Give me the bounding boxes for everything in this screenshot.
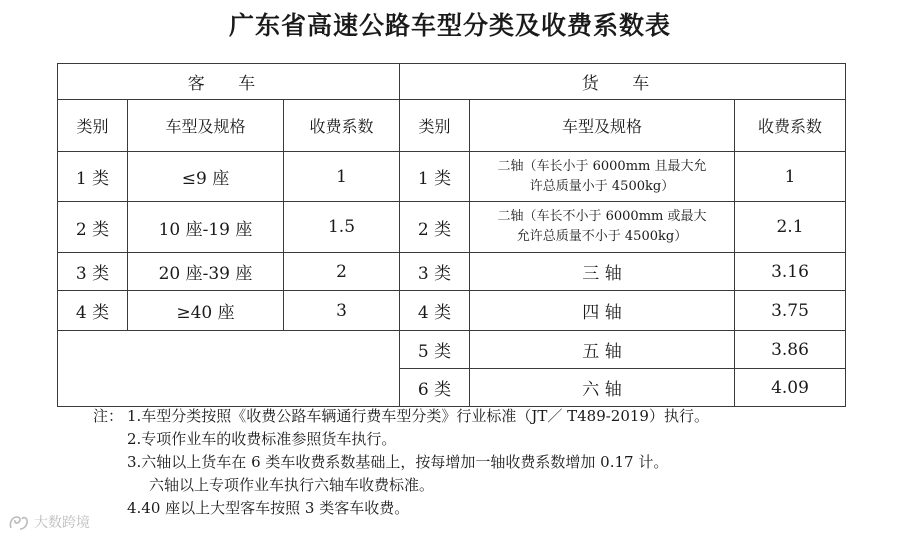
truck-class-cell: 5 类 bbox=[400, 331, 470, 369]
passenger-coef-cell: 1 bbox=[284, 152, 400, 202]
note-item: 3.六轴以上货车在 6 类车收费系数基础上，按每增加一轴收费系数增加 0.17 计。 bbox=[127, 453, 669, 471]
table-row bbox=[58, 291, 846, 331]
truck-model-cell: 五 轴 bbox=[470, 331, 735, 369]
passenger-class-cell: 2 类 bbox=[58, 202, 128, 253]
table-row bbox=[58, 202, 846, 253]
truck-model-line: 允许总质量不小于 4500kg） bbox=[516, 229, 688, 244]
truck-model-line: 二轴（车长小于 6000mm 且最大允 bbox=[497, 158, 707, 174]
truck-coef-cell: 3.75 bbox=[735, 291, 846, 331]
truck-class-cell: 3 类 bbox=[400, 253, 470, 291]
passenger-coef-cell: 1.5 bbox=[284, 202, 400, 253]
truck-coef-cell: 2.1 bbox=[735, 202, 846, 253]
truck-class-cell: 6 类 bbox=[400, 369, 470, 407]
truck-model-cell: 四 轴 bbox=[470, 291, 735, 331]
watermark bbox=[8, 512, 90, 532]
note-item: 4.40 座以上大型客车按照 3 类客车收费。 bbox=[127, 499, 410, 517]
passenger-model-header: 车型及规格 bbox=[128, 100, 284, 152]
passenger-model-cell: 10 座-19 座 bbox=[128, 202, 284, 253]
passenger-class-cell: 3 类 bbox=[58, 253, 128, 291]
truck-model-cell: 六 轴 bbox=[470, 369, 735, 407]
note-item: 2.专项作业车的收费标准参照货车执行。 bbox=[127, 430, 397, 448]
truck-model-cell bbox=[470, 152, 735, 202]
truck-model-cell bbox=[470, 202, 735, 253]
truck-coef-cell: 3.86 bbox=[735, 331, 846, 369]
truck-coef-cell: 1 bbox=[735, 152, 846, 202]
truck-class-cell: 2 类 bbox=[400, 202, 470, 253]
group-header-row bbox=[58, 64, 846, 100]
passenger-coef-cell: 3 bbox=[284, 291, 400, 331]
truck-model-line: 许总质量小于 4500kg） bbox=[529, 178, 675, 194]
passenger-class-header: 类别 bbox=[58, 100, 128, 152]
note-item bbox=[93, 405, 883, 428]
truck-group-header: 货 车 bbox=[400, 64, 846, 100]
page-title: 广东省高速公路车型分类及收费系数表 bbox=[228, 11, 671, 40]
passenger-class-cell: 4 类 bbox=[58, 291, 128, 331]
truck-class-header: 类别 bbox=[400, 100, 470, 152]
table-row bbox=[58, 253, 846, 291]
passenger-model-cell: ≤9 座 bbox=[128, 152, 284, 202]
passenger-coef-header: 收费系数 bbox=[284, 100, 400, 152]
truck-coef-cell: 3.16 bbox=[735, 253, 846, 291]
truck-class-cell: 1 类 bbox=[400, 152, 470, 202]
note-text: 1.车型分类按照《收费公路车辆通行费车型分类》行业标准（JT／ T489-2019）执行。 bbox=[127, 407, 709, 425]
passenger-coef-cell: 2 bbox=[284, 253, 400, 291]
watermark-logo-icon bbox=[8, 514, 30, 532]
truck-model-header: 车型及规格 bbox=[470, 100, 735, 152]
column-header-row bbox=[58, 100, 846, 152]
truck-class-cell: 4 类 bbox=[400, 291, 470, 331]
truck-model-cell: 三 轴 bbox=[470, 253, 735, 291]
truck-coef-cell: 4.09 bbox=[735, 369, 846, 407]
truck-coef-header: 收费系数 bbox=[735, 100, 846, 152]
passenger-class-cell: 1 类 bbox=[58, 152, 128, 202]
passenger-model-cell: 20 座-39 座 bbox=[128, 253, 284, 291]
passenger-group-header: 客 车 bbox=[58, 64, 400, 100]
table-row bbox=[58, 152, 846, 202]
watermark-text: 大数跨境 bbox=[34, 515, 90, 531]
passenger-model-cell: ≥40 座 bbox=[128, 291, 284, 331]
fee-table bbox=[57, 63, 846, 407]
passenger-empty-cell bbox=[58, 331, 400, 407]
table-row bbox=[58, 331, 846, 369]
notes bbox=[93, 405, 883, 520]
truck-model-line: 二轴（车长不小于 6000mm 或最大 bbox=[497, 209, 707, 224]
note-item: 六轴以上专项作业车执行六轴车收费标准。 bbox=[149, 476, 435, 494]
notes-label: 注： bbox=[93, 407, 124, 425]
